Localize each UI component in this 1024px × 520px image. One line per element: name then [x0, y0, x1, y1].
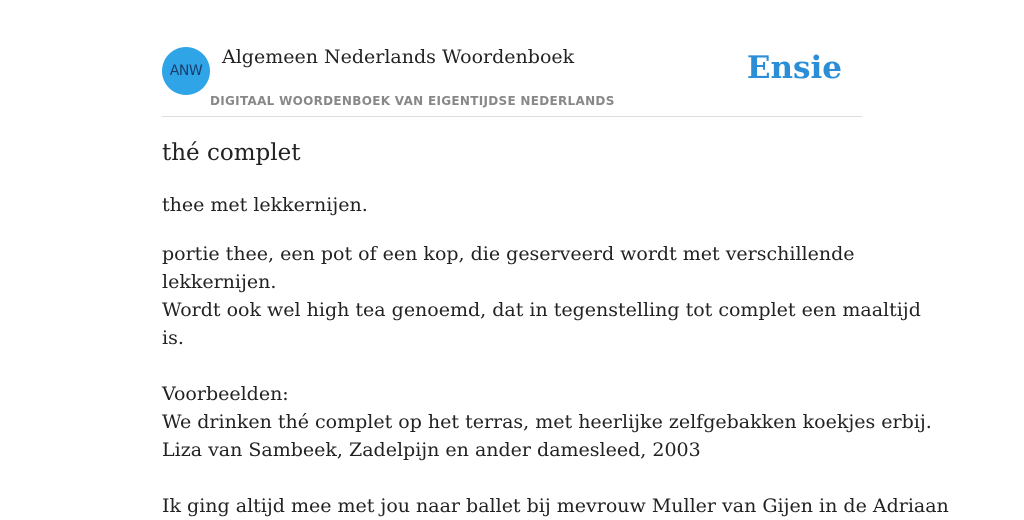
body-line: lekkernijen.: [162, 271, 277, 293]
entry-term: thé complet: [162, 140, 301, 166]
examples-heading: Voorbeelden:: [162, 383, 289, 405]
entry-body: [162, 240, 949, 520]
entry-definition: thee met lekkernijen.: [162, 194, 368, 216]
body-line: Wordt ook wel high tea genoemd, dat in tegenstelling tot complet een maaltijd: [162, 299, 921, 321]
body-line: [162, 464, 862, 492]
example-sentence: We drinken thé complet op het terras, met heerlijke zelfgebakken koekjes erbij.: [162, 411, 932, 433]
site-title[interactable]: Algemeen Nederlands Woordenboek: [222, 46, 575, 68]
ensie-brand-link[interactable]: Ensie: [746, 50, 842, 86]
logo-text: ANW: [169, 63, 203, 79]
site-header: [162, 0, 862, 117]
body-line: portie thee, een pot of een kop, die geserveerd wordt met verschillende: [162, 243, 855, 265]
page-container: [162, 0, 949, 517]
site-subtitle: DIGITAAL WOORDENBOEK VAN EIGENTIJDSE NEDERLANDS: [210, 94, 615, 108]
anw-logo[interactable]: [162, 47, 210, 95]
body-line: [162, 352, 862, 380]
body-line: is.: [162, 327, 184, 349]
example-sentence: Ik ging altijd mee met jou naar ballet bij mevrouw Muller van Gijen in de Adriaan: [162, 495, 949, 517]
example-source: Liza van Sambeek, Zadelpijn en ander damesleed, 2003: [162, 439, 701, 461]
